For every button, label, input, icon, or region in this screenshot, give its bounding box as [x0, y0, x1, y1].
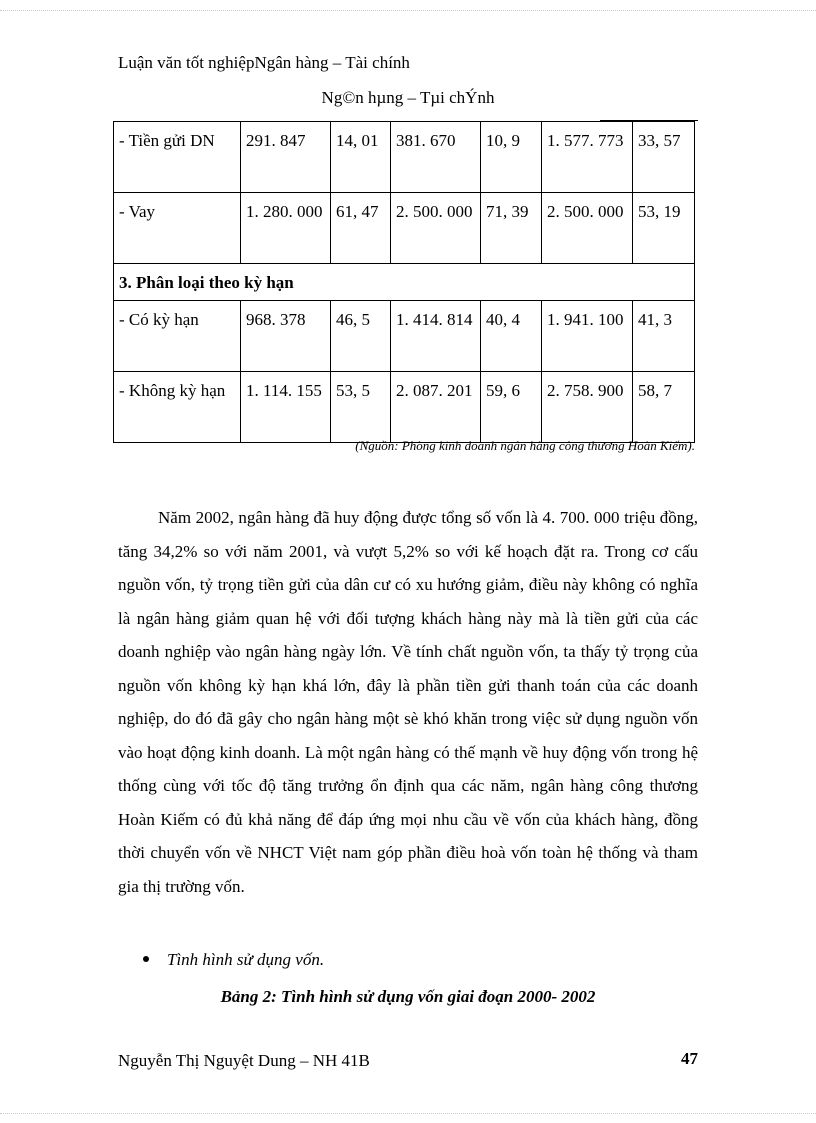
page-number: 47: [681, 1049, 698, 1068]
page-bottom-rule: [0, 1113, 816, 1114]
body-paragraph: Năm 2002, ngân hàng đã huy động được tổng số vốn là 4. 700. 000 triệu đồng, tăng 34,2% so với năm 2001, và vượt 5,2% so với kế hoạch đặt ra. Trong cơ cấu nguồn vốn, tỷ trọng tiền gửi của dân cư có xu hướng giảm, điều này không có nghĩa là ngân hàng giảm quan hệ với đối tượng khách hàng này mà là tiền gửi của các doanh nghiệp vào ngân hàng ngày lớn. Về tính chất nguồn vốn, ta thấy tỷ trọng của nguồn vốn không kỳ hạn khá lớn, đây là phần tiền gửi thanh toán của các doanh nghiệp, do đó đã gây cho ngân hàng một sè khó khăn trong việc sử dụng nguồn vốn vào hoạt động kinh doanh. Là một ngân hàng có thế mạnh về huy động vốn trong hệ thống cùng với tốc độ tăng trưởng ổn định qua các năm, ngân hàng công thương Hoàn Kiếm có đủ khả năng để đáp ứng mọi nhu cầu về vốn của khách hàng, đồng thời chuyển vốn về NHCT Việt nam góp phần điều hoà vốn toàn hệ thống và tham gia thị trường vốn.: [118, 508, 698, 896]
cell-value: 10, 9: [481, 122, 542, 193]
table-source-note: (Nguồn: Phòng kinh doanh ngân hàng công thương Hoàn Kiếm).: [355, 438, 695, 453]
table-row: [114, 193, 695, 264]
table-caption: Bảng 2: Tình hình sử dụng vốn giai đoạn 2000- 2002: [220, 987, 596, 1006]
cell-value: 41, 3: [633, 301, 695, 372]
footer-author: Nguyễn Thị Nguyệt Dung – NH 41B: [118, 1051, 370, 1070]
cell-value: 291. 847: [241, 122, 331, 193]
cell-value: 1. 577. 773: [542, 122, 633, 193]
table-row: [114, 301, 695, 372]
cell-value: 61, 47: [331, 193, 391, 264]
running-header-garbled: Ng©n hµng – Tµi chÝnh: [321, 88, 495, 107]
cell-value: 2. 500. 000: [542, 193, 633, 264]
cell-value: 46, 5: [331, 301, 391, 372]
row-label: - Không kỳ hạn: [114, 372, 241, 443]
cell-value: 40, 4: [481, 301, 542, 372]
cell-value: 1. 941. 100: [542, 301, 633, 372]
row-label: - Vay: [114, 193, 241, 264]
cell-value: 33, 57: [633, 122, 695, 193]
cell-value: 1. 414. 814: [391, 301, 481, 372]
capital-table: [113, 121, 695, 443]
cell-value: 2. 087. 201: [391, 372, 481, 443]
row-label: - Tiền gửi DN: [114, 122, 241, 193]
cell-value: 58, 7: [633, 372, 695, 443]
section-heading: 3. Phân loại theo kỳ hạn: [114, 264, 695, 301]
bullet-item: [143, 950, 324, 970]
cell-value: 59, 6: [481, 372, 542, 443]
table-row: [114, 122, 695, 193]
bullet-icon: [143, 956, 149, 962]
cell-value: 1. 114. 155: [241, 372, 331, 443]
table-section-row: [114, 264, 695, 301]
row-label: - Có kỳ hạn: [114, 301, 241, 372]
bullet-text: Tình hình sử dụng vốn.: [167, 950, 325, 969]
cell-value: 2. 500. 000: [391, 193, 481, 264]
cell-value: 381. 670: [391, 122, 481, 193]
cell-value: 2. 758. 900: [542, 372, 633, 443]
cell-value: 968. 378: [241, 301, 331, 372]
cell-value: 14, 01: [331, 122, 391, 193]
cell-value: 71, 39: [481, 193, 542, 264]
cell-value: 53, 5: [331, 372, 391, 443]
cell-value: 1. 280. 000: [241, 193, 331, 264]
table-row: [114, 372, 695, 443]
running-header: Luận văn tốt nghiệpNgân hàng – Tài chính: [118, 53, 410, 72]
page-top-rule: [0, 10, 816, 11]
cell-value: 53, 19: [633, 193, 695, 264]
